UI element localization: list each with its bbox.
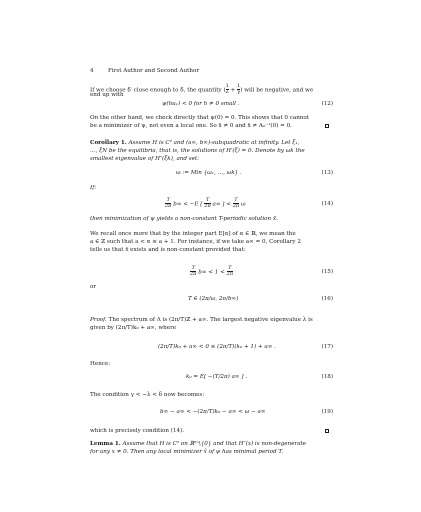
qed-box-2: [325, 429, 329, 433]
frac-1-over-lambda: $\frac{1}{\lambda}$: [225, 83, 229, 96]
corollary-line1: Corollary 1. Assume H is C² and (a∞, b∞)-subquadratic at infinity. Let ξ₁,: [90, 140, 300, 146]
condition-line: The condition γ < −λ < δ now becomes:: [90, 392, 205, 398]
if-label: If:: [90, 185, 97, 191]
lemma-line2: for any x ≠ 0. Then any local minimizer x̃ of ψ has minimal period T.: [90, 449, 284, 455]
qed-box-1: [325, 124, 329, 128]
then-line: then minimization of ψ yields a non-constant T-periodic solution x̄.: [90, 216, 278, 222]
equation-15: $\frac{T}{2\pi}$ b∞ < 1 < $\frac{T}{2\pi}$: [190, 265, 234, 278]
equation-13-number: (13): [321, 170, 333, 176]
para3-line1: We recall once more that by the integer part E[α] of α ∈ ℝ, we mean the: [90, 231, 296, 237]
equation-18-number: (18): [321, 374, 333, 380]
equation-12: ψ(hu₁) < 0 for h ≠ 0 small .: [162, 101, 240, 107]
proof-line2: given by (2π/T)k₀ + a∞, where: [90, 325, 177, 331]
equation-12-number: (12): [321, 101, 333, 107]
equation-19-number: (19): [321, 409, 333, 415]
equation-19: b∞ − a∞ < −(2π/T)k₀ − a∞ < ω − a∞: [160, 409, 266, 415]
para1-line1: If we choose δ′ close enough to δ, the quantity ( $\frac{1}{\lambda}$ + $\frac{1}{\gamma}$ ) will be negative, and we: [90, 83, 314, 96]
para2-line2: be a minimizer of ψ, not even a local one. So x̄ ≠ 0 and x̄ ≠ A₀⁻¹(0) = 0.: [90, 123, 292, 129]
equation-14: $\frac{T}{2\pi}$ b∞ < −E [ $\frac{T}{2\pi}$ a∞ ] < $\frac{T}{2\pi}$ ω: [165, 197, 246, 210]
para3-line2: a ∈ ℤ such that a < α ≤ a + 1. For instance, if we take a∞ = 0, Corollary 2: [90, 239, 301, 245]
para2-line1: On the other hand, we check directly that ψ(0) = 0. This shows that 0 cannot: [90, 115, 310, 121]
equation-16: T ∈ (2π/ω, 2π/b∞): [188, 296, 239, 302]
running-header-authors: First Author and Second Author: [108, 68, 199, 74]
proof-line1: Proof. The spectrum of Λ is (2π/T)ℤ + a∞. The largest negative eigenvalue λ is: [90, 317, 313, 323]
frac-1-over-gamma: $\frac{1}{\gamma}$: [237, 83, 241, 96]
equation-17: (2π/T)k₀ + a∞ < 0 ≤ (2π/T)(k₀ + 1) + a∞ .: [158, 344, 276, 350]
lemma-line1: Lemma 1. Assume that H is C² on ℝ²ⁿ\{0} and that H″(x) is non-degenerate: [90, 441, 307, 447]
equation-15-number: (15): [321, 269, 333, 275]
equation-16-number: (16): [321, 296, 333, 302]
para3-line3: tells us that x̄ exists and is non-constant provided that:: [90, 247, 246, 253]
or-label: or: [90, 284, 97, 290]
corollary-line2: …, ξN be the equilibria, that is, the solutions of H′(ξ) = 0. Denote by ωk the: [90, 148, 305, 154]
page-number: 4: [90, 68, 94, 74]
corollary-line3: smallest eigenvalue of H″(ξk), and set:: [90, 156, 200, 162]
equation-17-number: (17): [321, 344, 333, 350]
hence-label: Hence:: [90, 361, 111, 367]
para1-line2: end up with: [90, 92, 124, 98]
precisely-line: which is precisely condition (14).: [90, 428, 185, 434]
equation-13: ω := Min {ω₁, …, ωk} .: [176, 170, 242, 176]
equation-14-number: (14): [321, 201, 333, 207]
equation-18: k₀ = E[ −(T/2π) a∞ ] .: [186, 374, 248, 380]
